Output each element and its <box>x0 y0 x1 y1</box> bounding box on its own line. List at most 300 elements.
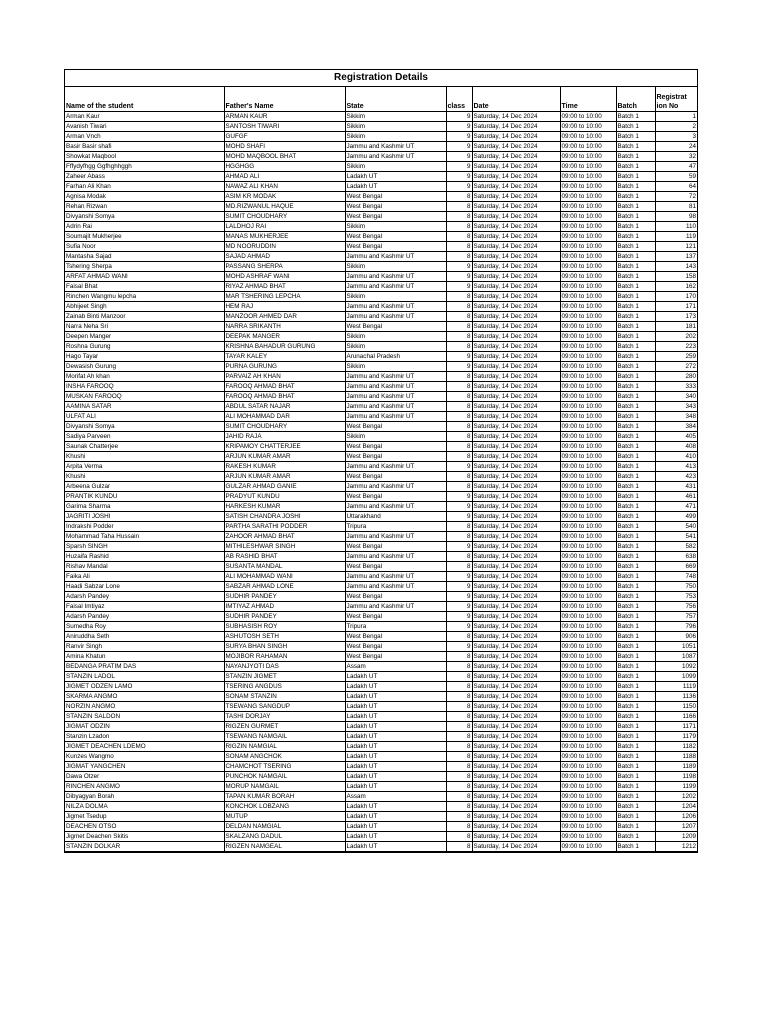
cell-time: 09:00 to 10:00 <box>560 152 616 162</box>
cell-time: 09:00 to 10:00 <box>560 132 616 142</box>
cell-batch: Batch 1 <box>616 182 655 192</box>
cell-time: 09:00 to 10:00 <box>560 302 616 312</box>
col-header-time: Time <box>560 87 616 112</box>
cell-batch: Batch 1 <box>616 782 655 792</box>
cell-student-name: Amina Khatun <box>65 652 224 662</box>
cell-registration-no: 119 <box>655 232 697 242</box>
cell-time: 09:00 to 10:00 <box>560 182 616 192</box>
cell-date: Saturday, 14 Dec 2024 <box>472 752 560 762</box>
col-header-batch: Batch <box>616 87 655 112</box>
cell-batch: Batch 1 <box>616 562 655 572</box>
cell-student-name: Fffydyfhgg Ggfhghhggh <box>65 162 224 172</box>
cell-time: 09:00 to 10:00 <box>560 492 616 502</box>
cell-student-name: JIGMAT YANGCHEN <box>65 762 224 772</box>
cell-class: 8 <box>446 252 472 262</box>
table-row <box>65 462 697 472</box>
cell-class: 8 <box>446 752 472 762</box>
cell-state: West Bengal <box>345 652 446 662</box>
cell-state: West Bengal <box>345 592 446 602</box>
cell-class: 8 <box>446 782 472 792</box>
cell-state: West Bengal <box>345 642 446 652</box>
cell-father-name: SONAM STANZIN <box>224 692 345 702</box>
cell-state: West Bengal <box>345 452 446 462</box>
cell-class: 8 <box>446 382 472 392</box>
table-row <box>65 402 697 412</box>
cell-date: Saturday, 14 Dec 2024 <box>472 512 560 522</box>
cell-class: 9 <box>446 152 472 162</box>
cell-student-name: Zainab Binti Manzoor <box>65 312 224 322</box>
cell-time: 09:00 to 10:00 <box>560 292 616 302</box>
cell-registration-no: 223 <box>655 342 697 352</box>
cell-class: 8 <box>446 522 472 532</box>
cell-state: West Bengal <box>345 192 446 202</box>
cell-date: Saturday, 14 Dec 2024 <box>472 182 560 192</box>
cell-state: Ladakh UT <box>345 772 446 782</box>
cell-registration-no: 181 <box>655 322 697 332</box>
cell-student-name: Adarsh Pandey <box>65 612 224 622</box>
cell-time: 09:00 to 10:00 <box>560 352 616 362</box>
registration-sheet <box>64 69 698 853</box>
cell-class: 8 <box>446 422 472 432</box>
cell-class: 8 <box>446 482 472 492</box>
cell-state: West Bengal <box>345 562 446 572</box>
cell-student-name: Arpita Verma <box>65 462 224 472</box>
cell-batch: Batch 1 <box>616 192 655 202</box>
cell-class: 8 <box>446 392 472 402</box>
cell-student-name: Roshna Gurung <box>65 342 224 352</box>
cell-batch: Batch 1 <box>616 592 655 602</box>
table-row <box>65 162 697 172</box>
cell-father-name: MORUP NAMGAIL <box>224 782 345 792</box>
cell-student-name: Faisal Bhat <box>65 282 224 292</box>
table-row <box>65 832 697 842</box>
cell-registration-no: 796 <box>655 622 697 632</box>
cell-state: Jammu and Kashmir UT <box>345 142 446 152</box>
cell-student-name: Dawa Otzer <box>65 772 224 782</box>
cell-student-name: Narra Neha Sri <box>65 322 224 332</box>
cell-state: Jammu and Kashmir UT <box>345 372 446 382</box>
cell-father-name: RIGZEN NAMGEAL <box>224 842 345 852</box>
table-row <box>65 282 697 292</box>
cell-batch: Batch 1 <box>616 612 655 622</box>
cell-student-name: Jigmet Tsedup <box>65 812 224 822</box>
table-row <box>65 532 697 542</box>
cell-registration-no: 750 <box>655 582 697 592</box>
cell-class: 8 <box>446 452 472 462</box>
cell-batch: Batch 1 <box>616 682 655 692</box>
cell-state: Jammu and Kashmir UT <box>345 252 446 262</box>
table-row <box>65 302 697 312</box>
cell-student-name: Dewasish Gurung <box>65 362 224 372</box>
cell-state: West Bengal <box>345 232 446 242</box>
cell-class: 8 <box>446 812 472 822</box>
cell-batch: Batch 1 <box>616 552 655 562</box>
cell-class: 8 <box>446 702 472 712</box>
cell-date: Saturday, 14 Dec 2024 <box>472 112 560 122</box>
table-row <box>65 152 697 162</box>
cell-state: Ladakh UT <box>345 832 446 842</box>
cell-father-name: MANAS MUKHERJEE <box>224 232 345 242</box>
cell-time: 09:00 to 10:00 <box>560 142 616 152</box>
cell-batch: Batch 1 <box>616 142 655 152</box>
cell-registration-no: 1182 <box>655 742 697 752</box>
cell-father-name: DELDAN NAMGIAL <box>224 822 345 832</box>
table-row <box>65 812 697 822</box>
cell-father-name: AHMAD ALI <box>224 172 345 182</box>
cell-batch: Batch 1 <box>616 712 655 722</box>
table-row <box>65 232 697 242</box>
cell-batch: Batch 1 <box>616 512 655 522</box>
cell-father-name: KRISHNA BAHADUR GURUNG <box>224 342 345 352</box>
cell-registration-no: 59 <box>655 172 697 182</box>
cell-student-name: Adarsh Pandey <box>65 592 224 602</box>
cell-date: Saturday, 14 Dec 2024 <box>472 172 560 182</box>
cell-date: Saturday, 14 Dec 2024 <box>472 832 560 842</box>
cell-state: Ladakh UT <box>345 742 446 752</box>
cell-time: 09:00 to 10:00 <box>560 632 616 642</box>
cell-state: Sikkim <box>345 362 446 372</box>
table-row <box>65 752 697 762</box>
cell-batch: Batch 1 <box>616 362 655 372</box>
cell-batch: Batch 1 <box>616 292 655 302</box>
table-row <box>65 802 697 812</box>
cell-father-name: PASSANG SHERPA <box>224 262 345 272</box>
cell-student-name: Mantasha Sajad <box>65 252 224 262</box>
cell-time: 09:00 to 10:00 <box>560 252 616 262</box>
cell-date: Saturday, 14 Dec 2024 <box>472 662 560 672</box>
cell-time: 09:00 to 10:00 <box>560 592 616 602</box>
cell-state: Ladakh UT <box>345 702 446 712</box>
cell-father-name: HARKESH KUMAR <box>224 502 345 512</box>
cell-batch: Batch 1 <box>616 462 655 472</box>
cell-student-name: Haadi Sabzar Lone <box>65 582 224 592</box>
cell-state: Sikkim <box>345 332 446 342</box>
cell-student-name: NORZIN ANGMO <box>65 702 224 712</box>
cell-class: 8 <box>446 442 472 452</box>
col-header-state: State <box>345 87 446 112</box>
cell-student-name: Rishav Mandal <box>65 562 224 572</box>
cell-student-name: Faika Ali <box>65 572 224 582</box>
cell-father-name: SUMIT CHOUDHARY <box>224 212 345 222</box>
cell-time: 09:00 to 10:00 <box>560 262 616 272</box>
cell-batch: Batch 1 <box>616 252 655 262</box>
table-row <box>65 252 697 262</box>
cell-date: Saturday, 14 Dec 2024 <box>472 642 560 652</box>
cell-student-name: Saunak Chatterjee <box>65 442 224 452</box>
cell-date: Saturday, 14 Dec 2024 <box>472 402 560 412</box>
cell-class: 8 <box>446 772 472 782</box>
cell-registration-no: 171 <box>655 302 697 312</box>
cell-father-name: RAKESH KUMAR <box>224 462 345 472</box>
cell-state: West Bengal <box>345 422 446 432</box>
table-row <box>65 192 697 202</box>
cell-registration-no: 638 <box>655 552 697 562</box>
cell-registration-no: 137 <box>655 252 697 262</box>
cell-state: Jammu and Kashmir UT <box>345 312 446 322</box>
cell-time: 09:00 to 10:00 <box>560 672 616 682</box>
cell-father-name: SATISH CHANDRA JOSHI <box>224 512 345 522</box>
cell-date: Saturday, 14 Dec 2024 <box>472 682 560 692</box>
cell-student-name: Khushi <box>65 452 224 462</box>
cell-student-name: Sumedha Roy <box>65 622 224 632</box>
cell-date: Saturday, 14 Dec 2024 <box>472 222 560 232</box>
table-row <box>65 262 697 272</box>
cell-registration-no: 272 <box>655 362 697 372</box>
cell-class: 8 <box>446 322 472 332</box>
table-row <box>65 572 697 582</box>
cell-class: 8 <box>446 652 472 662</box>
cell-date: Saturday, 14 Dec 2024 <box>472 452 560 462</box>
cell-batch: Batch 1 <box>616 282 655 292</box>
table-row <box>65 142 697 152</box>
cell-time: 09:00 to 10:00 <box>560 342 616 352</box>
cell-batch: Batch 1 <box>616 802 655 812</box>
cell-registration-no: 170 <box>655 292 697 302</box>
cell-student-name: Deepen Manger <box>65 332 224 342</box>
cell-class: 8 <box>446 532 472 542</box>
cell-student-name: JAGRITI JOSHI <box>65 512 224 522</box>
cell-registration-no: 408 <box>655 442 697 452</box>
table-row <box>65 112 697 122</box>
cell-state: Sikkim <box>345 262 446 272</box>
cell-batch: Batch 1 <box>616 702 655 712</box>
cell-date: Saturday, 14 Dec 2024 <box>472 322 560 332</box>
cell-student-name: Sparsh SINGH <box>65 542 224 552</box>
cell-state: Ladakh UT <box>345 762 446 772</box>
table-row <box>65 472 697 482</box>
cell-father-name: PARTHA SARATHI PODDER <box>224 522 345 532</box>
cell-batch: Batch 1 <box>616 762 655 772</box>
cell-father-name: SONAM ANGCHOK <box>224 752 345 762</box>
table-row <box>65 362 697 372</box>
table-row <box>65 322 697 332</box>
cell-registration-no: 32 <box>655 152 697 162</box>
table-row <box>65 732 697 742</box>
cell-state: West Bengal <box>345 542 446 552</box>
table-row <box>65 552 697 562</box>
cell-father-name: SUDHIR PANDEY <box>224 592 345 602</box>
cell-state: Jammu and Kashmir UT <box>345 302 446 312</box>
cell-state: Arunachal Pradesh <box>345 352 446 362</box>
cell-father-name: ARJUN KUMAR AMAR <box>224 472 345 482</box>
cell-registration-no: 1099 <box>655 672 697 682</box>
table-row <box>65 642 697 652</box>
cell-class: 8 <box>446 802 472 812</box>
cell-father-name: GULZAR AHMAD GANIE <box>224 482 345 492</box>
cell-class: 8 <box>446 432 472 442</box>
cell-father-name: IMTIYAZ AHMAD <box>224 602 345 612</box>
cell-state: West Bengal <box>345 212 446 222</box>
cell-father-name: SANTOSH TIWARI <box>224 122 345 132</box>
cell-date: Saturday, 14 Dec 2024 <box>472 632 560 642</box>
cell-date: Saturday, 14 Dec 2024 <box>472 472 560 482</box>
cell-date: Saturday, 14 Dec 2024 <box>472 792 560 802</box>
table-row <box>65 702 697 712</box>
table-row <box>65 622 697 632</box>
cell-class: 8 <box>446 562 472 572</box>
cell-class: 9 <box>446 262 472 272</box>
cell-class: 8 <box>446 242 472 252</box>
cell-state: Uttarakhand <box>345 512 446 522</box>
cell-state: Jammu and Kashmir UT <box>345 272 446 282</box>
cell-student-name: Hago Tayar <box>65 352 224 362</box>
table-row <box>65 332 697 342</box>
table-row <box>65 722 697 732</box>
cell-date: Saturday, 14 Dec 2024 <box>472 552 560 562</box>
col-header-reg: Registrat ion No <box>655 87 697 112</box>
cell-class: 9 <box>446 582 472 592</box>
cell-time: 09:00 to 10:00 <box>560 582 616 592</box>
table-row <box>65 662 697 672</box>
cell-registration-no: 1051 <box>655 642 697 652</box>
cell-state: Jammu and Kashmir UT <box>345 572 446 582</box>
cell-state: Sikkim <box>345 122 446 132</box>
cell-registration-no: 1204 <box>655 802 697 812</box>
cell-date: Saturday, 14 Dec 2024 <box>472 422 560 432</box>
cell-batch: Batch 1 <box>616 272 655 282</box>
table-row <box>65 772 697 782</box>
cell-class: 8 <box>446 192 472 202</box>
cell-batch: Batch 1 <box>616 112 655 122</box>
cell-state: West Bengal <box>345 202 446 212</box>
cell-registration-no: 202 <box>655 332 697 342</box>
cell-registration-no: 47 <box>655 162 697 172</box>
cell-batch: Batch 1 <box>616 132 655 142</box>
cell-batch: Batch 1 <box>616 842 655 852</box>
cell-time: 09:00 to 10:00 <box>560 272 616 282</box>
cell-batch: Batch 1 <box>616 572 655 582</box>
cell-state: Jammu and Kashmir UT <box>345 392 446 402</box>
cell-batch: Batch 1 <box>616 582 655 592</box>
table-row <box>65 492 697 502</box>
cell-state: Ladakh UT <box>345 672 446 682</box>
cell-class: 8 <box>446 662 472 672</box>
cell-time: 09:00 to 10:00 <box>560 202 616 212</box>
cell-student-name: Abhijeet Singh <box>65 302 224 312</box>
cell-date: Saturday, 14 Dec 2024 <box>472 232 560 242</box>
cell-father-name: SUMIT CHOUDHARY <box>224 422 345 432</box>
cell-time: 09:00 to 10:00 <box>560 332 616 342</box>
table-row <box>65 182 697 192</box>
cell-time: 09:00 to 10:00 <box>560 322 616 332</box>
cell-date: Saturday, 14 Dec 2024 <box>472 352 560 362</box>
table-row <box>65 512 697 522</box>
cell-father-name: MD.RIZWANUL HAQUE <box>224 202 345 212</box>
cell-class: 8 <box>446 762 472 772</box>
cell-registration-no: 1189 <box>655 762 697 772</box>
cell-student-name: Basir Basir shafi <box>65 142 224 152</box>
cell-date: Saturday, 14 Dec 2024 <box>472 252 560 262</box>
table-row <box>65 212 697 222</box>
cell-student-name: Farhan Ali Khan <box>65 182 224 192</box>
cell-date: Saturday, 14 Dec 2024 <box>472 582 560 592</box>
cell-batch: Batch 1 <box>616 222 655 232</box>
cell-class: 9 <box>446 542 472 552</box>
cell-state: Jammu and Kashmir UT <box>345 412 446 422</box>
cell-registration-no: 756 <box>655 602 697 612</box>
cell-father-name: NAWAZ ALI KHAN <box>224 182 345 192</box>
table-row <box>65 312 697 322</box>
cell-state: Tripura <box>345 522 446 532</box>
cell-father-name: GUFGF <box>224 132 345 142</box>
cell-father-name: SKALZANG DADUL <box>224 832 345 842</box>
cell-student-name: Agnisa Modak <box>65 192 224 202</box>
cell-registration-no: 431 <box>655 482 697 492</box>
cell-date: Saturday, 14 Dec 2024 <box>472 332 560 342</box>
header-row <box>65 87 697 112</box>
cell-time: 09:00 to 10:00 <box>560 432 616 442</box>
cell-class: 9 <box>446 462 472 472</box>
cell-date: Saturday, 14 Dec 2024 <box>472 722 560 732</box>
cell-date: Saturday, 14 Dec 2024 <box>472 562 560 572</box>
table-row <box>65 382 697 392</box>
table-row <box>65 782 697 792</box>
cell-time: 09:00 to 10:00 <box>560 122 616 132</box>
cell-state: Ladakh UT <box>345 712 446 722</box>
cell-father-name: MUTUP <box>224 812 345 822</box>
cell-batch: Batch 1 <box>616 432 655 442</box>
cell-time: 09:00 to 10:00 <box>560 762 616 772</box>
cell-student-name: Mohammad Taha Hussain <box>65 532 224 542</box>
cell-date: Saturday, 14 Dec 2024 <box>472 502 560 512</box>
cell-registration-no: 1150 <box>655 702 697 712</box>
cell-time: 09:00 to 10:00 <box>560 562 616 572</box>
cell-registration-no: 582 <box>655 542 697 552</box>
cell-father-name: ALI MOHAMMAD WANI <box>224 572 345 582</box>
cell-student-name: Avanish Tiwari <box>65 122 224 132</box>
cell-class: 9 <box>446 592 472 602</box>
cell-state: West Bengal <box>345 322 446 332</box>
cell-registration-no: 384 <box>655 422 697 432</box>
cell-batch: Batch 1 <box>616 812 655 822</box>
cell-date: Saturday, 14 Dec 2024 <box>472 462 560 472</box>
table-row <box>65 412 697 422</box>
cell-registration-no: 1198 <box>655 772 697 782</box>
cell-registration-no: 72 <box>655 192 697 202</box>
cell-father-name: ARJUN KUMAR AMAR <box>224 452 345 462</box>
cell-father-name: PURNA GURUNG <box>224 362 345 372</box>
cell-batch: Batch 1 <box>616 312 655 322</box>
table-row <box>65 672 697 682</box>
cell-time: 09:00 to 10:00 <box>560 192 616 202</box>
cell-time: 09:00 to 10:00 <box>560 172 616 182</box>
cell-student-name: Huzaifa Rashid <box>65 552 224 562</box>
cell-state: Jammu and Kashmir UT <box>345 502 446 512</box>
cell-student-name: Showkat Maqbool <box>65 152 224 162</box>
cell-time: 09:00 to 10:00 <box>560 402 616 412</box>
cell-class: 8 <box>446 332 472 342</box>
cell-state: West Bengal <box>345 632 446 642</box>
cell-time: 09:00 to 10:00 <box>560 382 616 392</box>
cell-state: Ladakh UT <box>345 732 446 742</box>
cell-class: 8 <box>446 412 472 422</box>
table-row <box>65 202 697 212</box>
cell-date: Saturday, 14 Dec 2024 <box>472 432 560 442</box>
table-row <box>65 392 697 402</box>
cell-student-name: STANZIN SALDON <box>65 712 224 722</box>
cell-class: 9 <box>446 602 472 612</box>
cell-date: Saturday, 14 Dec 2024 <box>472 282 560 292</box>
cell-father-name: TAYAR KALEY <box>224 352 345 362</box>
cell-state: Ladakh UT <box>345 172 446 182</box>
cell-time: 09:00 to 10:00 <box>560 742 616 752</box>
table-row <box>65 222 697 232</box>
cell-student-name: AAMINA SATAR <box>65 402 224 412</box>
cell-state: Jammu and Kashmir UT <box>345 582 446 592</box>
cell-date: Saturday, 14 Dec 2024 <box>472 492 560 502</box>
cell-student-name: INSHA FAROOQ <box>65 382 224 392</box>
table-row <box>65 542 697 552</box>
